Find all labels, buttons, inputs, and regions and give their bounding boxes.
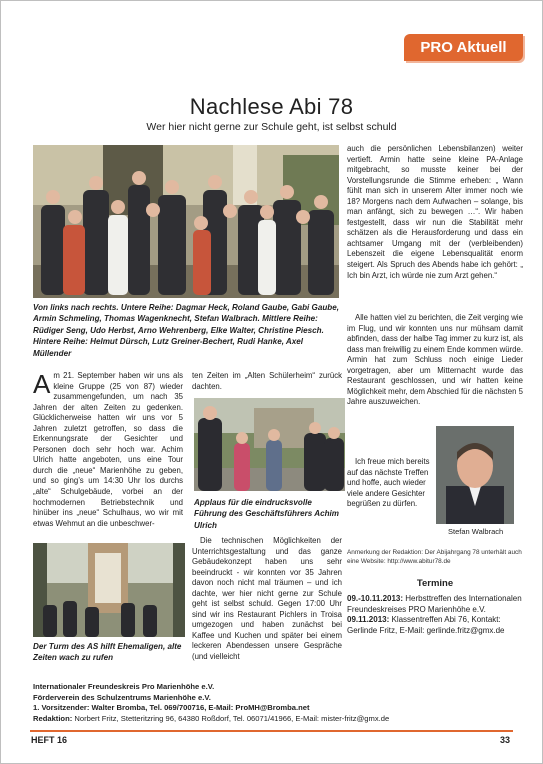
termine-heading: Termine: [416, 578, 454, 589]
article-title: Nachlese Abi 78: [189, 94, 354, 119]
group-photo-caption: Von links nach rechts. Untere Reihe: Dagmar Heck, Roland Gaube, Gabi Gaube, Armin Schmeling, Thomas Wagenknecht, Stefan Walbrach. Mittlere Reihe: Rüdiger Seng, Udo Herbst, Arno Wehrenberg, Elke Walter, Christine Piesch. Hintere Reihe: Helmut Dürsch, Lutz Greiner-Bechert, Rudi Hanke, Axel Müllender: [33, 303, 339, 358]
editor-text: Norbert Fritz, Stetteritzring 96, 64380 Roßdorf, Tel. 06071/41966, E-Mail: mister-fritz@gmx.de: [72, 713, 390, 723]
left-column-body: m 21. September haben wir uns als kleine Gruppe (25 von 87) wieder zusammengefunden, um nach 35 Jahren der alten Zeiten zu gedenken. Glücklicherweise hatten wir uns vor 5 Jahren zuletzt getroffen, so dass die Erkennungsrate der Gesichter und Personen doch sehr hoch war. Achim Ulrich hatte angeboten, uns eine Tour durch die „neue“ Marienhöhe zu geben, und so ging’s um 14:30 Uhr los durchs „alte“ Schulgebäude, vorbei an der hochmodernen Betriebstechnik und hinüber ins „neue“ Schulhaus, wo wir mit etwas Wehmut an die unbeschwer-: [33, 371, 183, 528]
tour-photo: [194, 398, 345, 491]
portrait-photo: [436, 426, 514, 524]
editor-label: Redaktion:: [33, 713, 73, 723]
termine-date: 09.-10.11.2013:: [347, 594, 404, 603]
tour-photo-image: [194, 398, 345, 491]
section-badge: PRO Aktuell: [404, 34, 523, 61]
right-column-text-3: Ich freue mich bereits auf das nächste Treffen und hoffe, auch wieder viele andere Gesichter begrüßen zu dürfen.: [347, 457, 430, 509]
editor-contact: [33, 714, 513, 725]
chairman-contact: 1. Vorsitzender: Walter Bromba, Tel. 069/700716, E-Mail: ProMH@Bromba.net: [33, 703, 310, 712]
signature: Stefan Walbrach: [448, 527, 504, 536]
article-subtitle: Wer hier nicht gerne zur Schule geht, ist selbst schuld: [146, 121, 397, 133]
portrait-image: [436, 426, 514, 524]
termine-text: Herbsttreffen des Internationalen Freundeskreises PRO Marienhöhe e.V.: [347, 594, 522, 614]
right-column-text-2: Alle hatten viel zu berichten, die Zeit verging wie im Flug, und wir konnten uns nur mühsam damit abfinden, dass der halbe Tag immer zu kurz ist, als dass man freiwillig zu einem Ende kommen würde. Armin hat zum Schluss noch einige Lieder vorgetragen, aber um Mitternacht wurde das Restaurant geschlossen, und wir hatten keine Möglichkeit mehr, dem Abschied für die nächsten 5 Jahre auszuweichen.: [347, 313, 523, 407]
termine-item: [347, 594, 523, 615]
termine-text: Klassentreffen Abi 76, Kontakt: Gerlinde Fritz, E-Mail: gerlinde.fritz@gmx.de: [347, 615, 505, 635]
termine-list: [347, 594, 523, 636]
group-photo-image: [33, 145, 339, 298]
association-info: [33, 682, 513, 724]
tower-photo-caption: Der Turm des AS hilft Ehemaligen, alte Zeiten wach zu rufen: [33, 642, 182, 663]
drop-cap: A: [33, 369, 51, 399]
footer-rule: [30, 730, 513, 732]
page-number: 33: [500, 735, 511, 745]
tower-photo: [33, 543, 185, 637]
mid-column-bottom: Die technischen Möglichkeiten der Unterrichtsgestaltung und das ganze Gebäudekonzept haben uns sehr beeindruckt - wir konnten vor 35 Jahren davon noch nicht mal träumen – und ich dachte, wer hier nicht gerne zur Schule geht ist selbst schuld. Gegen 17:00 Uhr sind wir ins Restaurant Pichlers in Troisa umgezogen und haben zunächst bei Kaffee und Kuchen und später bei einem leckeren Abendessen unsere Gespräche (und vielleicht: [192, 536, 342, 662]
issue-label: HEFT 16: [31, 735, 68, 745]
editorial-note: Anmerkung der Redaktion: Der Abijahrgang 78 unterhält auch eine Website: http://www.abitur78.de: [347, 549, 522, 565]
tower-photo-image: [33, 543, 185, 637]
tour-photo-caption: Applaus für die eindrucksvolle Führung des Geschäftsführers Achim Ulrich: [194, 498, 339, 530]
termine-item: [347, 615, 523, 636]
termine-date: 09.11.2013:: [347, 615, 390, 625]
group-photo: [33, 145, 339, 298]
left-column-text: [33, 371, 183, 529]
mid-column-top: ten Zeiten im „Alten Schülerheim“ zurück dachten.: [192, 371, 342, 391]
right-column-text-1: auch die persönlichen Lebensbilanzen) weiter vertieft. Armin hatte seine kleine PA-Anlage mitgebracht, so musste keiner bei der Vorstellungsrunde die Stimme erheben: „ Wann fühlt man sich in unserem Alter immer noch wie 18? Morgens nach dem Aufwachen – solange, bis man anfängt, sich zu bewegen …“. Wir haben festgestellt, dass wir nun die Stabilität mehr schätzen als die Herausforderung und dass ein achtsamer Umgang mit der (verbleibenden) Lebenszeit die eigene Lebensqualität enorm steigert. Als Spruch des Abends habe ich gehört: „ Ich bin Arzt, ich würde nie zum Arzt gehen.“: [347, 144, 523, 280]
association-subtitle: Förderverein des Schulzentrums Marienhöhe e.V.: [33, 692, 211, 702]
association-name: Internationaler Freundeskreis Pro Marienhöhe e.V.: [33, 682, 215, 691]
